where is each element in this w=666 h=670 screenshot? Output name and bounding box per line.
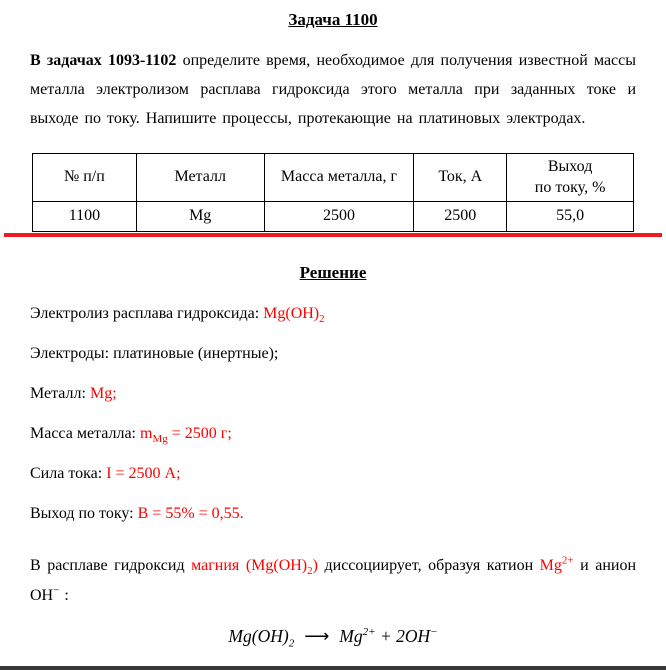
mass-value: $m_{Mg} = 2500$ г; bbox=[140, 424, 232, 446]
bottom-edge-bar bbox=[0, 666, 666, 670]
solution-line-metal bbox=[30, 383, 636, 405]
formula-mg-oh2: $Mg(OH)_2$ bbox=[263, 304, 325, 326]
table-header-row bbox=[33, 154, 634, 202]
solution-line-electrodes bbox=[30, 343, 636, 365]
equation-rhs-rest: + 2OH− bbox=[379, 626, 438, 647]
line-label: Электролиз расплава гидроксида: bbox=[30, 304, 260, 322]
problem-data-table bbox=[32, 153, 634, 232]
intro-paragraph bbox=[30, 46, 636, 133]
yield-value: В = 55% = 0,55. bbox=[137, 504, 244, 522]
solution-line-yield bbox=[30, 503, 636, 525]
page-title bbox=[30, 8, 636, 32]
cell-number: 1100 bbox=[33, 202, 137, 232]
intro-bold-range: В задачах 1093-1102 bbox=[30, 51, 177, 69]
table-header-yield bbox=[507, 154, 634, 202]
metal-value: Mg; bbox=[89, 384, 117, 402]
line-label: Масса металла: bbox=[30, 424, 136, 442]
dissociation-equation bbox=[30, 624, 636, 649]
solution-line-current bbox=[30, 463, 636, 485]
arrow-icon: ⟶ bbox=[304, 626, 330, 647]
solution-line-electrolysis bbox=[30, 303, 636, 325]
dissoc-text-3: и анион OH− bbox=[30, 556, 637, 604]
intro-body-text: определите время, необходимое для получения известной массы металла электролизом расплава гидроксида этого металла при заданных токе и выходе по току. Напишите процессы, протекающие на платиновых электродах. bbox=[30, 51, 637, 128]
table-header-current: Ток, А bbox=[414, 154, 507, 202]
dissociation-paragraph bbox=[30, 551, 636, 610]
cell-mass: 2500 bbox=[264, 202, 414, 232]
page-title-text: Задача 1100 bbox=[288, 10, 378, 29]
table-header-yield-line1: Выход bbox=[547, 157, 593, 175]
equation-rhs-ion: $Mg^{2+}$ bbox=[339, 626, 376, 647]
table-header-number: № п/п bbox=[33, 154, 137, 202]
dissoc-text-2: диссоциирует, образуя катион bbox=[324, 556, 534, 574]
cell-current: 2500 bbox=[414, 202, 507, 232]
line-label: Электроды: платиновые (инертные); bbox=[30, 344, 279, 362]
table-row bbox=[33, 202, 634, 232]
equation-lhs: $Mg(OH)_2$ bbox=[228, 626, 295, 650]
dissoc-red-cation: $Mg^{2+}$ bbox=[539, 554, 574, 574]
dissoc-text-1: В расплаве гидроксид bbox=[30, 556, 185, 574]
solution-heading bbox=[30, 261, 636, 285]
solution-line-mass bbox=[30, 423, 636, 445]
line-label: Металл: bbox=[30, 384, 86, 402]
red-divider bbox=[4, 233, 662, 237]
table-header-metal: Металл bbox=[136, 154, 264, 202]
dissoc-red-formula: магния $(Mg(OH)_2)$ bbox=[191, 556, 318, 578]
cell-yield: 55,0 bbox=[507, 202, 634, 232]
cell-metal: Mg bbox=[136, 202, 264, 232]
current-value: I = 2500 А; bbox=[106, 464, 181, 482]
line-label: Выход по току: bbox=[30, 504, 134, 522]
line-label: Сила тока: bbox=[30, 464, 103, 482]
dissoc-text-end: : bbox=[64, 586, 69, 604]
table-header-yield-line2: по току, % bbox=[534, 178, 606, 196]
table-header-mass: Масса металла, г bbox=[264, 154, 414, 202]
solution-heading-text: Решение bbox=[299, 263, 367, 283]
